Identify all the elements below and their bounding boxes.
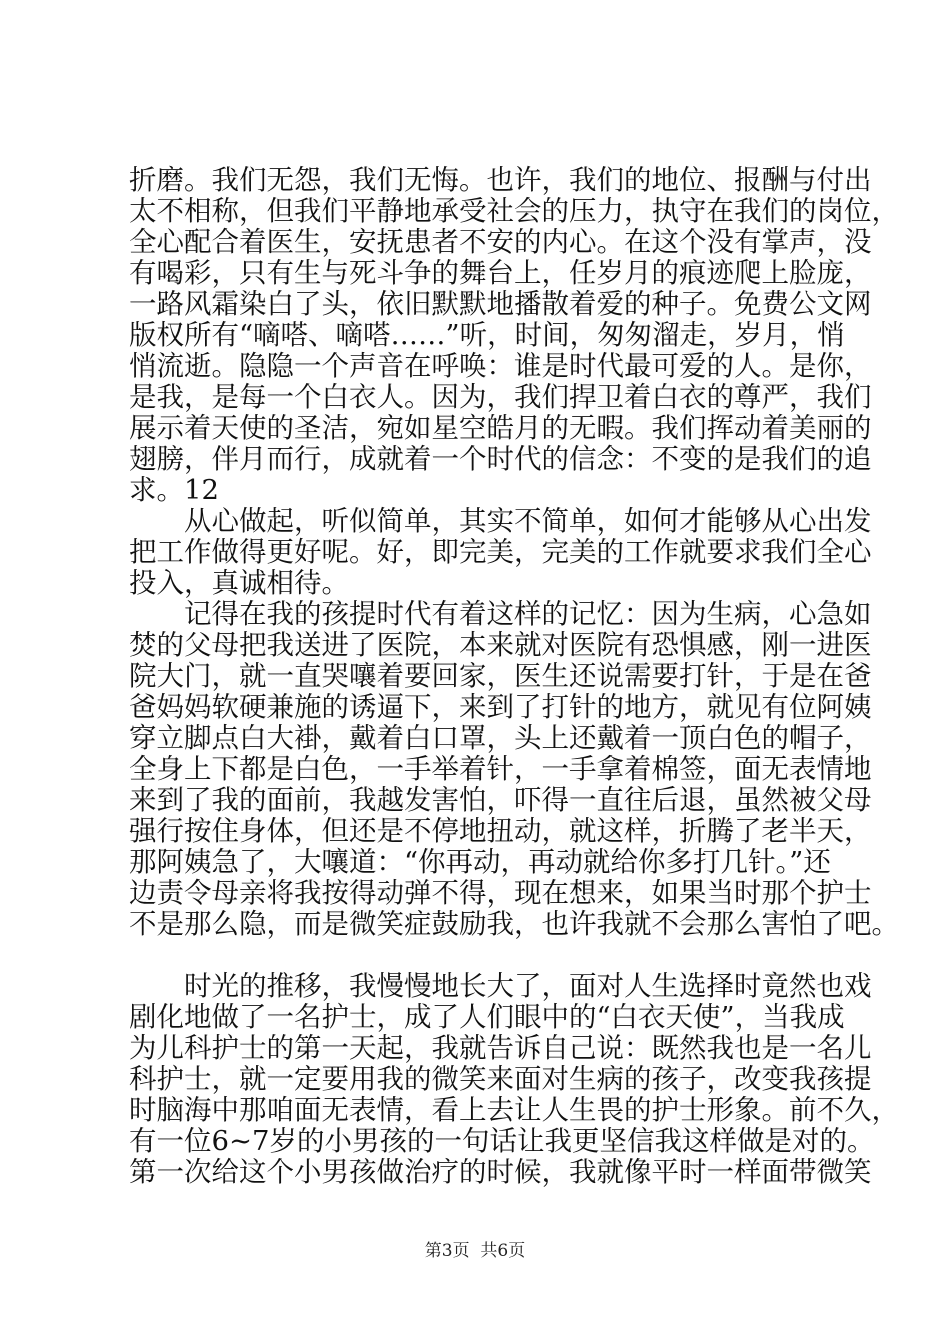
page-total: 共6页 xyxy=(480,1241,526,1261)
text-line: 记得在我的孩提时代有着这样的记忆：因为生病，心急如 xyxy=(184,598,872,630)
text-line: 爸妈妈软硬兼施的诱逼下，来到了打针的地方，就见有位阿姨 xyxy=(129,691,872,723)
page-footer xyxy=(0,1240,950,1262)
text-line: 穿立脚点白大褂，戴着白口罩，头上还戴着一顶白色的帽子， xyxy=(129,722,872,754)
text-line: 强行按住身体，但还是不停地扭动，就这样，折腾了老半天， xyxy=(129,815,872,847)
document-body xyxy=(129,164,899,1188)
paragraph-p4 xyxy=(129,970,899,1188)
text-line: 全心配合着医生，安抚患者不安的内心。在这个没有掌声，没 xyxy=(129,226,872,258)
text-line: 焚的父母把我送进了医院，本来就对医院有恐惧感，刚一进医 xyxy=(129,629,872,661)
text-line: 折磨。我们无怨，我们无悔。也许，我们的地位、报酬与付出 xyxy=(129,164,872,196)
text-line: 第一次给这个小男孩做治疗的时候，我就像平时一样面带微笑 xyxy=(129,1156,872,1188)
text-line: 有一位6~7岁的小男孩的一句话让我更坚信我这样做是对的。 xyxy=(129,1125,875,1157)
paragraph-p1 xyxy=(129,164,899,506)
text-line: 是我，是每一个白衣人。因为，我们捍卫着白衣的尊严，我们 xyxy=(129,381,872,413)
text-line: 时脑海中那咱面无表情，看上去让人生畏的护士形象。前不久， xyxy=(129,1094,899,1126)
text-line: 院大门，就一直哭嚷着要回家，医生还说需要打针，于是在爸 xyxy=(129,660,872,692)
text-line: 有喝彩，只有生与死斗争的舞台上，任岁月的痕迹爬上脸庞， xyxy=(129,257,872,289)
text-line: 那阿姨急了，大嚷道：“你再动，再动就给你多打几针。”还 xyxy=(129,846,831,878)
text-line: 从心做起，听似简单，其实不简单，如何才能够从心出发 xyxy=(184,505,872,537)
text-line: 翅膀，伴月而行，成就着一个时代的信念：不变的是我们的追 xyxy=(129,443,872,475)
text-line: 时光的推移，我慢慢地长大了，面对人生选择时竟然也戏 xyxy=(184,970,872,1002)
text-line: 边责令母亲将我按得动弹不得，现在想来，如果当时那个护士 xyxy=(129,877,872,909)
text-line: 剧化地做了一名护士，成了人们眼中的“白衣天使”，当我成 xyxy=(129,1001,845,1033)
text-line: 投入，真诚相待。 xyxy=(129,567,349,599)
text-line: 一路风霜染白了头，依旧默默地播散着爱的种子。免费公文网 xyxy=(129,288,872,320)
text-line: 展示着天使的圣洁，宛如星空皓月的无暇。我们挥动着美丽的 xyxy=(129,412,872,444)
text-line: 来到了我的面前，我越发害怕，吓得一直往后退，虽然被父母 xyxy=(129,784,872,816)
text-line: 为儿科护士的第一天起，我就告诉自己说：既然我也是一名儿 xyxy=(129,1032,872,1064)
footer-spacer xyxy=(470,1241,481,1261)
text-line: 悄流逝。隐隐一个声音在呼唤：谁是时代最可爱的人。是你， xyxy=(129,350,872,382)
page-number: 第3页 xyxy=(424,1241,470,1261)
text-line: 版权所有“嘀嗒、嘀嗒……”听，时间，匆匆溜走，岁月，悄 xyxy=(129,319,845,351)
text-line: 不是那么隐，而是微笑症鼓励我，也许我就不会那么害怕了吧。 xyxy=(129,908,899,940)
text-line: 求。12 xyxy=(129,474,219,506)
paragraph-p2 xyxy=(129,505,872,599)
text-line: 科护士，就一定要用我的微笑来面对生病的孩子，改变我孩提 xyxy=(129,1063,872,1095)
text-line: 太不相称，但我们平静地承受社会的压力，执守在我们的岗位， xyxy=(129,195,899,227)
paragraph-p3 xyxy=(129,598,899,940)
paragraph-gap xyxy=(129,940,824,971)
text-line: 全身上下都是白色，一手举着针，一手拿着棉签，面无表情地 xyxy=(129,753,872,785)
text-line: 把工作做得更好呢。好，即完美，完美的工作就要求我们全心 xyxy=(129,536,872,568)
